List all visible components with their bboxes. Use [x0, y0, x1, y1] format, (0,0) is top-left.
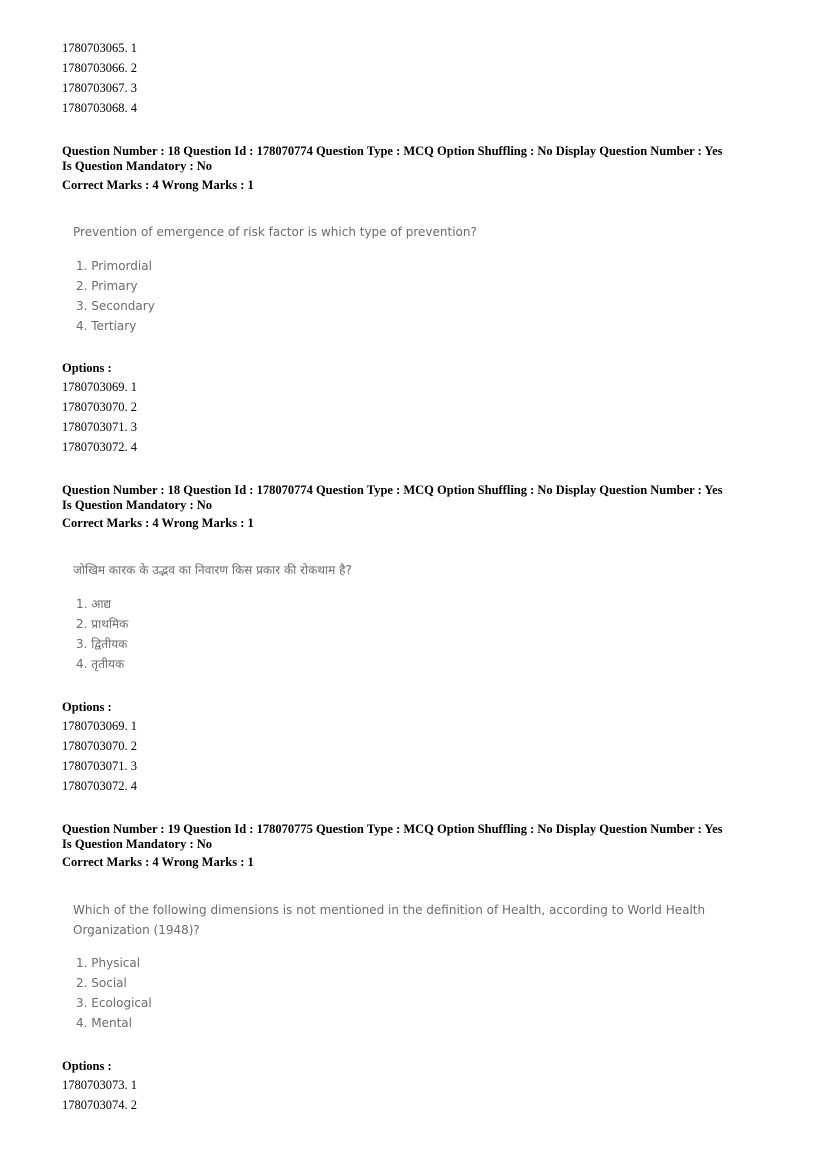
option-id-line: 1780703065. 1 — [62, 41, 137, 55]
question-text: Which of the following dimensions is not mentioned in the definition of Health, according to World Health — [73, 903, 706, 917]
question-choice: 2. प्राथमिक — [76, 617, 129, 631]
question-header: Question Number : 18 Question Id : 178070774 Question Type : MCQ Option Shuffling : No Display Question Number : Yes — [62, 483, 723, 497]
question-marks: Correct Marks : 4 Wrong Marks : 1 — [62, 178, 254, 192]
question-text: जोखिम कारक के उद्भव का निवारण किस प्रकार की रोकथाम है? — [73, 563, 352, 577]
question-choice: 1. आद्य — [76, 597, 112, 611]
question-choice: 4. तृतीयक — [76, 657, 125, 671]
question-header: Question Number : 18 Question Id : 178070774 Question Type : MCQ Option Shuffling : No Display Question Number : Yes — [62, 144, 723, 158]
question-choice: 1. Primordial — [76, 259, 152, 273]
question-image — [73, 560, 773, 680]
question-text-continued: Organization (1948)? — [73, 923, 200, 937]
option-id-line: 1780703071. 3 — [62, 420, 137, 434]
question-text: Prevention of emergence of risk factor is which type of prevention? — [73, 225, 477, 239]
question-choice: 2. Social — [76, 976, 127, 990]
question-image — [73, 900, 773, 1035]
option-id-line: 1780703066. 2 — [62, 61, 137, 75]
question-choice: 4. Tertiary — [76, 319, 137, 333]
question-marks: Correct Marks : 4 Wrong Marks : 1 — [62, 855, 254, 869]
option-id-line: 1780703072. 4 — [62, 440, 137, 454]
question-choice: 3. Ecological — [76, 996, 152, 1010]
option-id-line: 1780703071. 3 — [62, 759, 137, 773]
option-id-line: 1780703074. 2 — [62, 1098, 137, 1112]
option-id-line: 1780703070. 2 — [62, 400, 137, 414]
option-id-line: 1780703073. 1 — [62, 1078, 137, 1092]
question-image — [73, 222, 773, 342]
question-choice: 3. Secondary — [76, 299, 155, 313]
option-id-line: 1780703069. 1 — [62, 719, 137, 733]
option-id-line: 1780703067. 3 — [62, 81, 137, 95]
question-header: Question Number : 19 Question Id : 178070775 Question Type : MCQ Option Shuffling : No Display Question Number : Yes — [62, 822, 723, 836]
option-id-line: 1780703072. 4 — [62, 779, 137, 793]
question-choice: 3. द्वितीयक — [76, 637, 128, 651]
question-mandatory: Is Question Mandatory : No — [62, 837, 213, 851]
question-choice: 1. Physical — [76, 956, 141, 970]
options-label: Options : — [62, 1059, 112, 1073]
options-label: Options : — [62, 700, 112, 714]
question-marks: Correct Marks : 4 Wrong Marks : 1 — [62, 516, 254, 530]
option-id-line: 1780703069. 1 — [62, 380, 137, 394]
option-id-line: 1780703068. 4 — [62, 101, 137, 115]
option-id-line: 1780703070. 2 — [62, 739, 137, 753]
question-choice: 2. Primary — [76, 279, 138, 293]
question-mandatory: Is Question Mandatory : No — [62, 498, 213, 512]
question-mandatory: Is Question Mandatory : No — [62, 159, 213, 173]
question-choice: 4. Mental — [76, 1016, 132, 1030]
options-label: Options : — [62, 361, 112, 375]
